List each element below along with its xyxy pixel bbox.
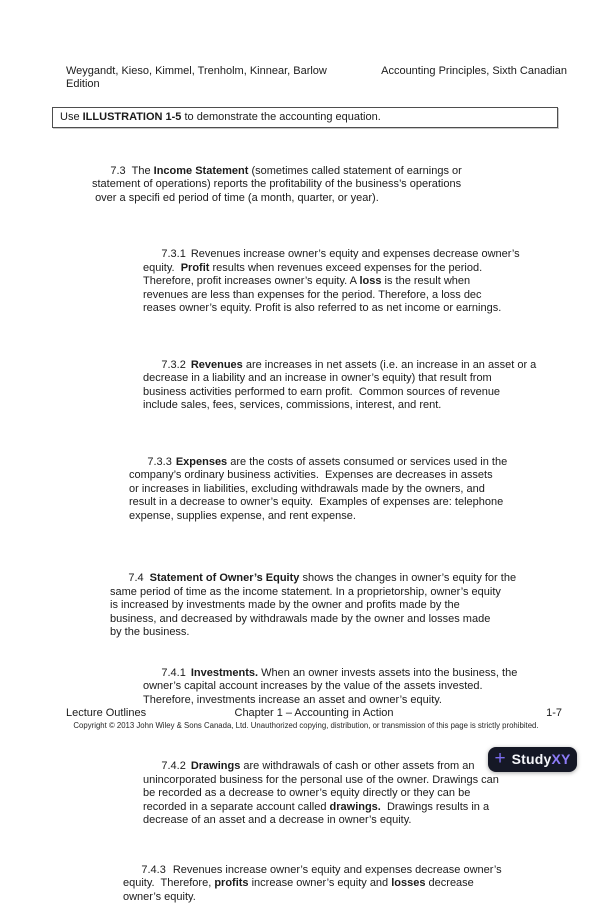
section-7-3 <box>0 151 602 219</box>
badge-brand <box>511 750 571 767</box>
section-number: 7.4.3 <box>141 863 166 876</box>
section-7-3-3 <box>0 442 602 537</box>
section-text: Statement of Owner’s Equity shows the changes in owner’s equity for the same period of time as the income statement. In a proprietorship, owner’s equity is increased by investments made by the owner and profits made by the business, and decreased by withdrawals made by the owner and losses made by the business. <box>110 572 517 638</box>
page-content <box>0 151 612 918</box>
studyxy-badge[interactable] <box>488 747 577 772</box>
header-authors <box>66 65 327 91</box>
plus-icon: + <box>494 748 506 769</box>
section-text: Revenues are increases in net assets (i.e. an increase in an asset or a decrease in a liability and an increase in owner’s equity) that result from business activities performed to earn profit. Common sources of revenue include sales, fees, services, commissions, interest, and rent. <box>143 358 537 411</box>
section-number: 7.3.1 <box>161 248 186 260</box>
section-7-3-1 <box>0 235 602 330</box>
section-number: 7.3.3 <box>147 455 172 468</box>
section-number: 7.3.2 <box>161 358 186 371</box>
page-footer <box>66 707 562 720</box>
section-text: Revenues increase owner’s equity and expenses decrease owner’s equity. Profit results when revenues exceed expenses for the period. Therefore, profit increases owner’s equity. A loss is the result when revenues are less than expenses for the period. Therefore, a loss dec reases owner’s equity. Profit is also referred to as net income or earnings. <box>143 248 520 314</box>
section-7-4-3 <box>0 850 602 918</box>
section-number: 7.4 <box>128 572 144 584</box>
footer-left: Lecture Outlines <box>66 707 147 719</box>
badge-xy-text: XY <box>551 750 571 767</box>
section-number: 7.3 <box>110 164 126 177</box>
copyright-notice: Copyright © 2013 John Wiley & Sons Canada, Ltd. Unauthorized copying, distribution, or transmission of this page is strictly prohibited. <box>73 721 539 730</box>
section-text: Revenues increase owner’s equity and expenses decrease owner’s equity. Therefore, profits increase owner’s equity and losses decrease owner’s equity. <box>123 863 502 903</box>
header-book-title: Accounting Principles, Sixth Canadian <box>381 65 567 77</box>
section-number: 7.4.2 <box>161 760 186 772</box>
section-7-3-2 <box>0 345 602 426</box>
section-text: The Income Statement (sometimes called statement of earnings or statement of operations) reports the profitability of the business’s operations over a specifi ed period of time (a month, quarter, or year). <box>92 164 462 204</box>
instruction-box <box>52 107 558 128</box>
instruction-text: Use ILLUSTRATION 1-5 to demonstrate the accounting equation. <box>60 110 381 123</box>
section-text: Expenses are the costs of assets consumed or services used in the company’s ordinary business activities. Expenses are decreases in assets or increases in liabilities, excluding withdrawals made by the owners, and result in a decrease to owner’s equity. Examples of expenses are: telephone expense, supplies expense, and rent expense. <box>129 455 508 522</box>
section-7-4 <box>0 559 602 654</box>
header-authors-line2: Edition <box>66 78 100 90</box>
footer-center: Chapter 1 – Accounting in Action <box>234 707 394 719</box>
section-number: 7.4.1 <box>161 666 186 679</box>
section-text: Drawings are withdrawals of cash or other assets from an unincorporated business for the personal use of the owner. Drawings can be recorded as a decrease to owner’s equity directly or they can be recorded in a separate account called drawings. Drawings results in a decrease of an asset and a decrease in owner’s equity. <box>143 760 499 826</box>
badge-study-text: Study <box>511 750 552 767</box>
header-authors-line1: Weygandt, Kieso, Kimmel, Trenholm, Kinnear, Barlow <box>66 65 327 77</box>
footer-page-number: 1-7 <box>546 707 562 719</box>
section-text: Investments. When an owner invests assets into the business, the owner’s capital account increases by the value of the assets invested. Therefore, investments increase an asset and owner’s equity. <box>143 666 518 706</box>
page-header <box>66 65 567 91</box>
